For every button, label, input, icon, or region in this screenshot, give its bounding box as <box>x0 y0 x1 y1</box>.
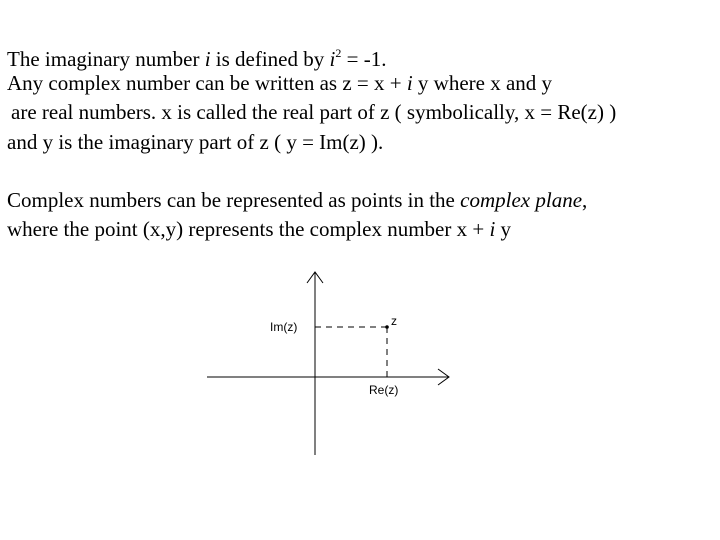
text-segment: Any complex number can be written as z = x + <box>7 71 407 95</box>
text-segment: y <box>495 217 512 241</box>
imaginary-axis-label: Im(z) <box>270 320 298 334</box>
emphasis-complex-plane: complex plane <box>460 188 583 212</box>
italic-i: i <box>204 47 211 71</box>
text-segment: y where x and y <box>412 71 553 95</box>
text-segment: Complex numbers can be represented as points in the <box>7 188 461 212</box>
text-segment: is defined by <box>210 47 330 71</box>
text-segment: = -1. <box>341 47 387 71</box>
definition-line-3: are real numbers. x is called the real part of z ( symbolically, x = Re(z) ) <box>11 100 617 124</box>
definition-line-4: and y is the imaginary part of z ( y = Im(z) ). <box>7 130 384 154</box>
text-segment: The imaginary number <box>7 47 205 71</box>
italic-i: i <box>329 47 336 71</box>
text-segment: where the point (x,y) represents the complex number x + <box>7 217 490 241</box>
italic-i: i <box>489 217 496 241</box>
point-z-label: z <box>391 314 397 328</box>
italic-i: i <box>406 71 413 95</box>
text-segment: , <box>582 188 588 212</box>
point-z-marker <box>385 325 389 329</box>
exponent: 2 <box>335 46 342 60</box>
real-axis-label: Re(z) <box>369 383 399 397</box>
